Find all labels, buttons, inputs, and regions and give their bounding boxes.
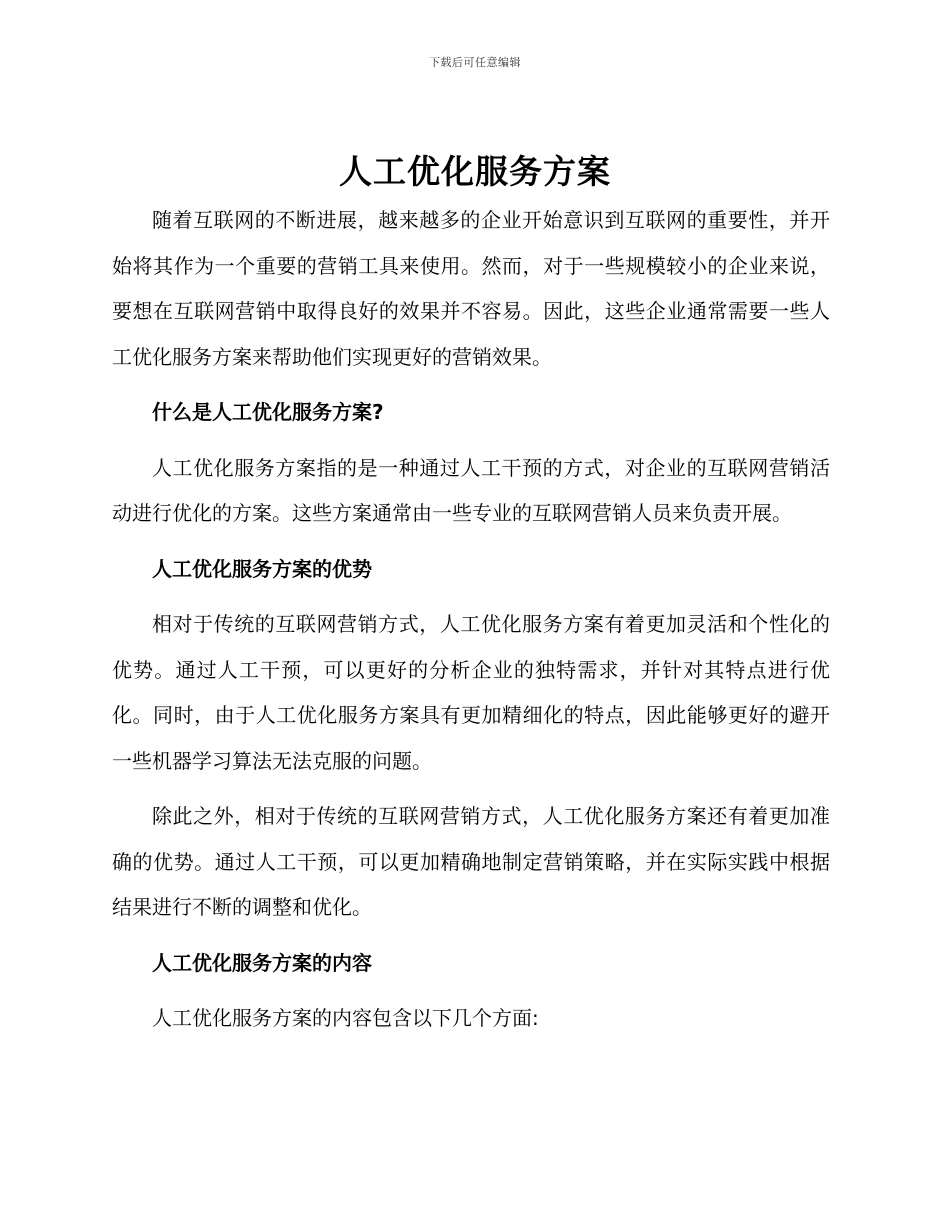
advantages-paragraph-1: 相对于传统的互联网营销方式，人工优化服务方案有着更加灵活和个性化的优势。通过人工干预，可以更好的分析企业的独特需求，并针对其特点进行优化。同时，由于人工优化服务方案具有更加精细化的特点，因此能够更好的避开一些机器学习算法无法克服的问题。: [112, 612, 830, 773]
page-header-note: 下载后可任意编辑: [429, 56, 521, 69]
document-title: 人工优化服务方案: [339, 152, 611, 191]
intro-paragraph: 随着互联网的不断进展，越来越多的企业开始意识到互联网的重要性，并开始将其作为一个重要的营销工具来使用。然而，对于一些规模较小的企业来说，要想在互联网营销中取得良好的效果并不容易。因此，这些企业通常需要一些人工优化服务方案来帮助他们实现更好的营销效果。: [112, 208, 830, 369]
definition-paragraph: 人工优化服务方案指的是一种通过人工干预的方式，对企业的互联网营销活动进行优化的方案。这些方案通常由一些专业的互联网营销人员来负责开展。: [112, 455, 830, 525]
section-heading-advantages: 人工优化服务方案的优势: [152, 556, 372, 581]
content-intro-paragraph: 人工优化服务方案的内容包含以下几个方面:: [152, 1006, 539, 1030]
advantages-paragraph-2: 除此之外，相对于传统的互联网营销方式，人工优化服务方案还有着更加准确的优势。通过人工干预，可以更加精确地制定营销策略，并在实际实践中根据结果进行不断的调整和优化。: [112, 804, 830, 919]
document-body: [112, 198, 830, 1052]
section-heading-content: 人工优化服务方案的内容: [152, 950, 372, 975]
section-heading-what-is: 什么是人工优化服务方案?: [152, 400, 384, 424]
